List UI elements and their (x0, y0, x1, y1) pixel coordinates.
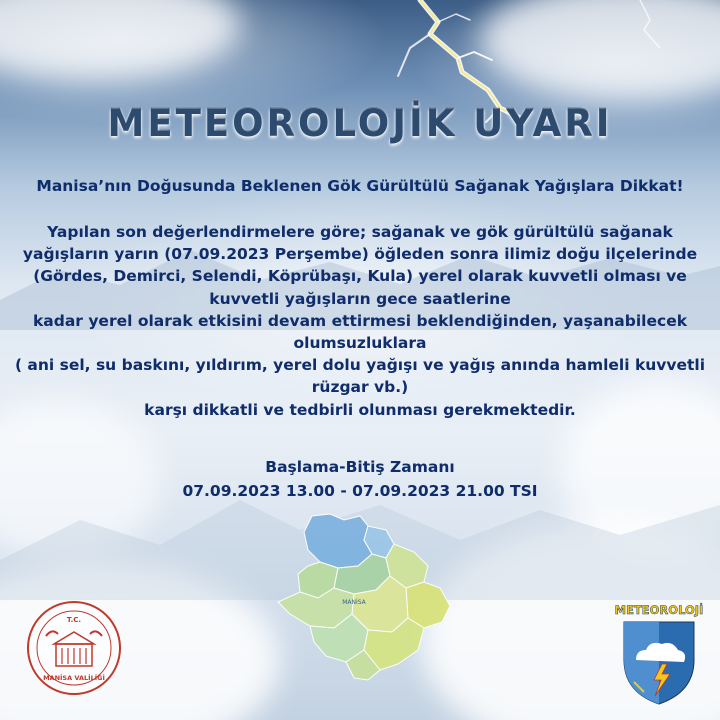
logo-label: METEOROLOJİ (614, 603, 704, 617)
body-line: kadar yerel olarak etkisini devam ettirmesi beklendiğinden, yaşanabilecek (32, 311, 688, 330)
manisa-valiligi-seal (26, 600, 122, 696)
body-line: olumsuzluklara (293, 334, 427, 353)
manisa-map-icon (268, 510, 458, 682)
cloud-lightning-shield-icon (624, 622, 694, 704)
body-line: karşı dikkatli ve tedbirli olunması gerekmektedir. (144, 400, 576, 419)
body-line: kuvvetli yağışların gece saatlerine (209, 289, 511, 308)
body-line: rüzgar vb.) (311, 378, 409, 397)
body-line: Yapılan son değerlendirmelere göre; sağanak ve gök gürültülü sağanak (47, 223, 673, 241)
map-label: MANİSA (342, 599, 366, 606)
warning-subtitle: Manisa’nın Doğusunda Beklenen Gök Gürültülü Sağanak Yağışlara Dikkat! (36, 177, 684, 195)
warning-body (14, 221, 706, 421)
page-title: METEOROLOJİK UYARI (107, 102, 613, 145)
body-line: (Gördes, Demirci, Selendi, Köprübaşı, Kula) yerel olarak kuvvetli olması ve (33, 267, 687, 286)
time-range: 07.09.2023 13.00 - 07.09.2023 21.00 TSI (182, 482, 538, 500)
seal-bottom-text: MANİSA VALİLİĞİ (43, 674, 105, 682)
meteoroloji-logo (614, 600, 704, 710)
body-line: ( ani sel, su baskını, yıldırım, yerel dolu yağışı ve yağış anında hamleli kuvvetli (14, 356, 706, 375)
seal-top-text: T.C. (66, 616, 82, 624)
body-line: yağışların yarın (07.09.2023 Perşembe) öğleden sonra ilimiz doğu ilçelerinde (22, 245, 698, 264)
time-label: Başlama-Bitiş Zamanı (265, 458, 455, 476)
